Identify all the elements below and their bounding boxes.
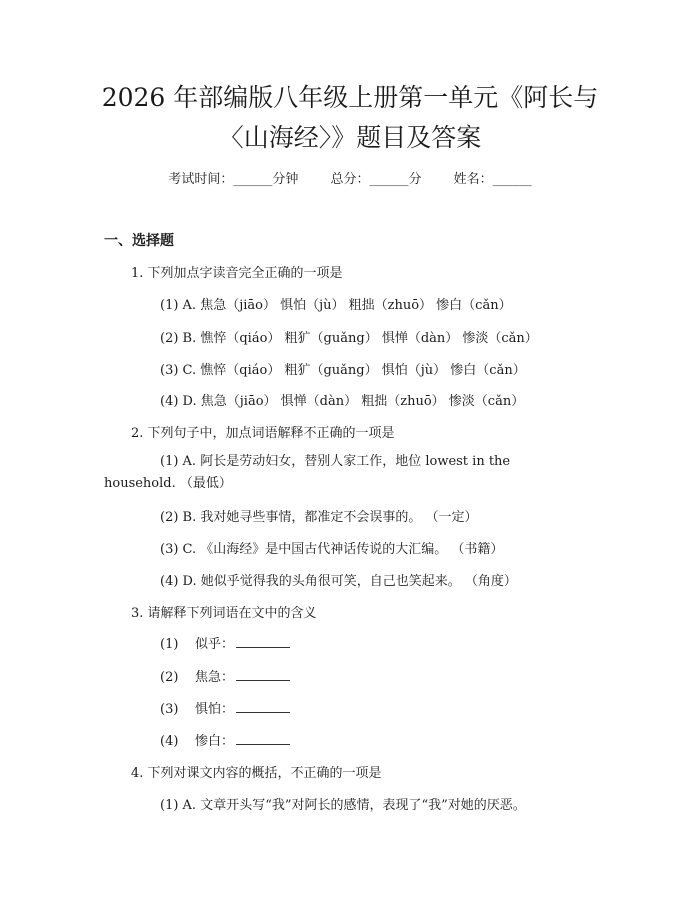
exam-score: 总分：______分 xyxy=(330,172,422,187)
exam-time: 考试时间：______分钟 xyxy=(168,172,299,187)
question-1-option-a: (1) A. 焦急（jiāo） 惧怕（jù） 粗拙（zhuō） 惨白（cǎn） xyxy=(160,298,512,313)
question-4-stem: 4. 下列对课文内容的概括，不正确的一项是 xyxy=(131,766,382,781)
student-name: 姓名：______ xyxy=(453,172,532,187)
answer-blank[interactable] xyxy=(236,700,290,713)
exam-meta xyxy=(0,168,700,187)
question-2-option-a: (1) A. 阿长是劳动妇女，替别人家工作，地位 lowest in the household. （最低） xyxy=(104,454,511,491)
item-word: 似乎： xyxy=(194,637,234,652)
item-number: (4) xyxy=(160,734,179,749)
item-word: 惧怕： xyxy=(194,702,234,717)
question-2-option-d: (4) D. 她似乎觉得我的头角很可笑，自己也笑起来。 （角度） xyxy=(160,574,517,589)
question-1-option-c: (3) C. 憔悴（qiáo） 粗犷（guǎng） 惧怕（jù） 惨白（cǎn） xyxy=(160,363,526,378)
title-line-2: 〈山海经〉》题目及答案 xyxy=(218,123,482,152)
question-3-item xyxy=(160,666,290,685)
question-3-item xyxy=(160,698,290,717)
question-3-item xyxy=(160,730,290,749)
question-2-option-c: (3) C. 《山海经》是中国古代神话传说的大汇编。 （书籍） xyxy=(160,542,504,557)
question-4-option-a: (1) A. 文章开头写“我”对阿长的感情，表现了“我”对她的厌恶。 xyxy=(160,798,526,813)
title-line-1: 2026 年部编版八年级上册第一单元《阿长与 xyxy=(101,83,599,112)
question-1-option-d: (4) D. 焦急（jiāo） 惧惮（dàn） 粗拙（zhuō） 惨淡（cǎn） xyxy=(160,394,525,409)
question-3-stem: 3. 请解释下列词语在文中的含义 xyxy=(131,606,317,621)
question-1-option-b: (2) B. 憔悴（qiáo） 粗犷（guǎng） 惧惮（dàn） 惨淡（cǎn） xyxy=(160,331,538,346)
item-word: 惨白： xyxy=(194,734,234,749)
question-2-option-b: (2) B. 我对她寻些事情，都准定不会误事的。 （一定） xyxy=(160,510,478,525)
question-3-item xyxy=(160,633,290,652)
page-title xyxy=(60,78,640,158)
section-heading: 一、选择题 xyxy=(104,233,174,249)
item-word: 焦急： xyxy=(194,670,234,685)
item-number: (1) xyxy=(160,637,179,652)
item-number: (2) xyxy=(160,670,179,685)
answer-blank[interactable] xyxy=(236,668,290,681)
answer-blank[interactable] xyxy=(236,635,290,648)
question-1-stem: 1. 下列加点字读音完全正确的一项是 xyxy=(131,266,343,281)
answer-blank[interactable] xyxy=(236,732,290,745)
item-number: (3) xyxy=(160,702,179,717)
question-2-stem: 2. 下列句子中，加点词语解释不正确的一项是 xyxy=(131,426,395,441)
